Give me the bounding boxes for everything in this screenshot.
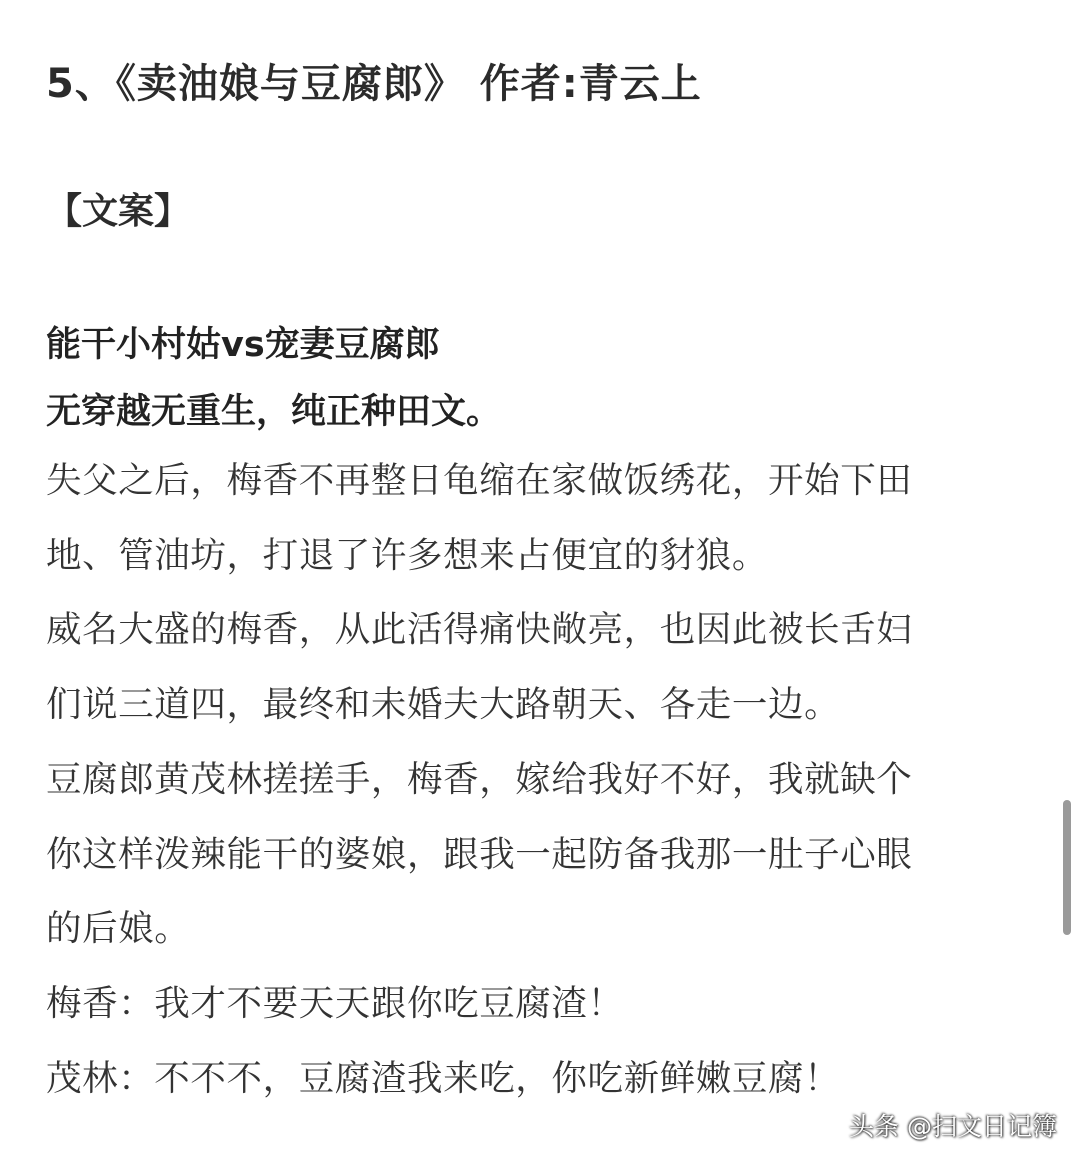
body-line: 的后娘。 <box>46 908 191 949</box>
dialogue-line: 茂林：不不不，豆腐渣我来吃，你吃新鲜嫩豆腐！ <box>46 1058 841 1099</box>
body-line: 们说三道四，最终和未婚夫大路朝天、各走一边。 <box>46 684 841 725</box>
genre-line: 无穿越无重生，纯正种田文。 <box>46 392 502 432</box>
scrollbar-thumb[interactable] <box>1063 800 1071 935</box>
dialogue-line: 梅香：我才不要天天跟你吃豆腐渣！ <box>46 983 624 1024</box>
tagline: 能干小村姑vs宠妻豆腐郎 <box>46 325 440 365</box>
article-title: 5、《卖油娘与豆腐郎》 作者:青云上 <box>46 61 702 107</box>
body-line: 地、管油坊，打退了许多想来占便宜的豺狼。 <box>46 535 769 576</box>
body-line: 失父之后，梅香不再整日龟缩在家做饭绣花，开始下田 <box>46 460 913 501</box>
body-line: 你这样泼辣能干的婆娘，跟我一起防备我那一肚子心眼 <box>46 834 913 875</box>
body-line: 豆腐郎黄茂林搓搓手，梅香，嫁给我好不好，我就缺个 <box>46 759 913 800</box>
section-heading: 【文案】 <box>46 191 191 232</box>
body-line: 威名大盛的梅香，从此活得痛快敞亮，也因此被长舌妇 <box>46 609 913 650</box>
watermark: 头条 @扫文日记簿 <box>849 1112 1057 1141</box>
